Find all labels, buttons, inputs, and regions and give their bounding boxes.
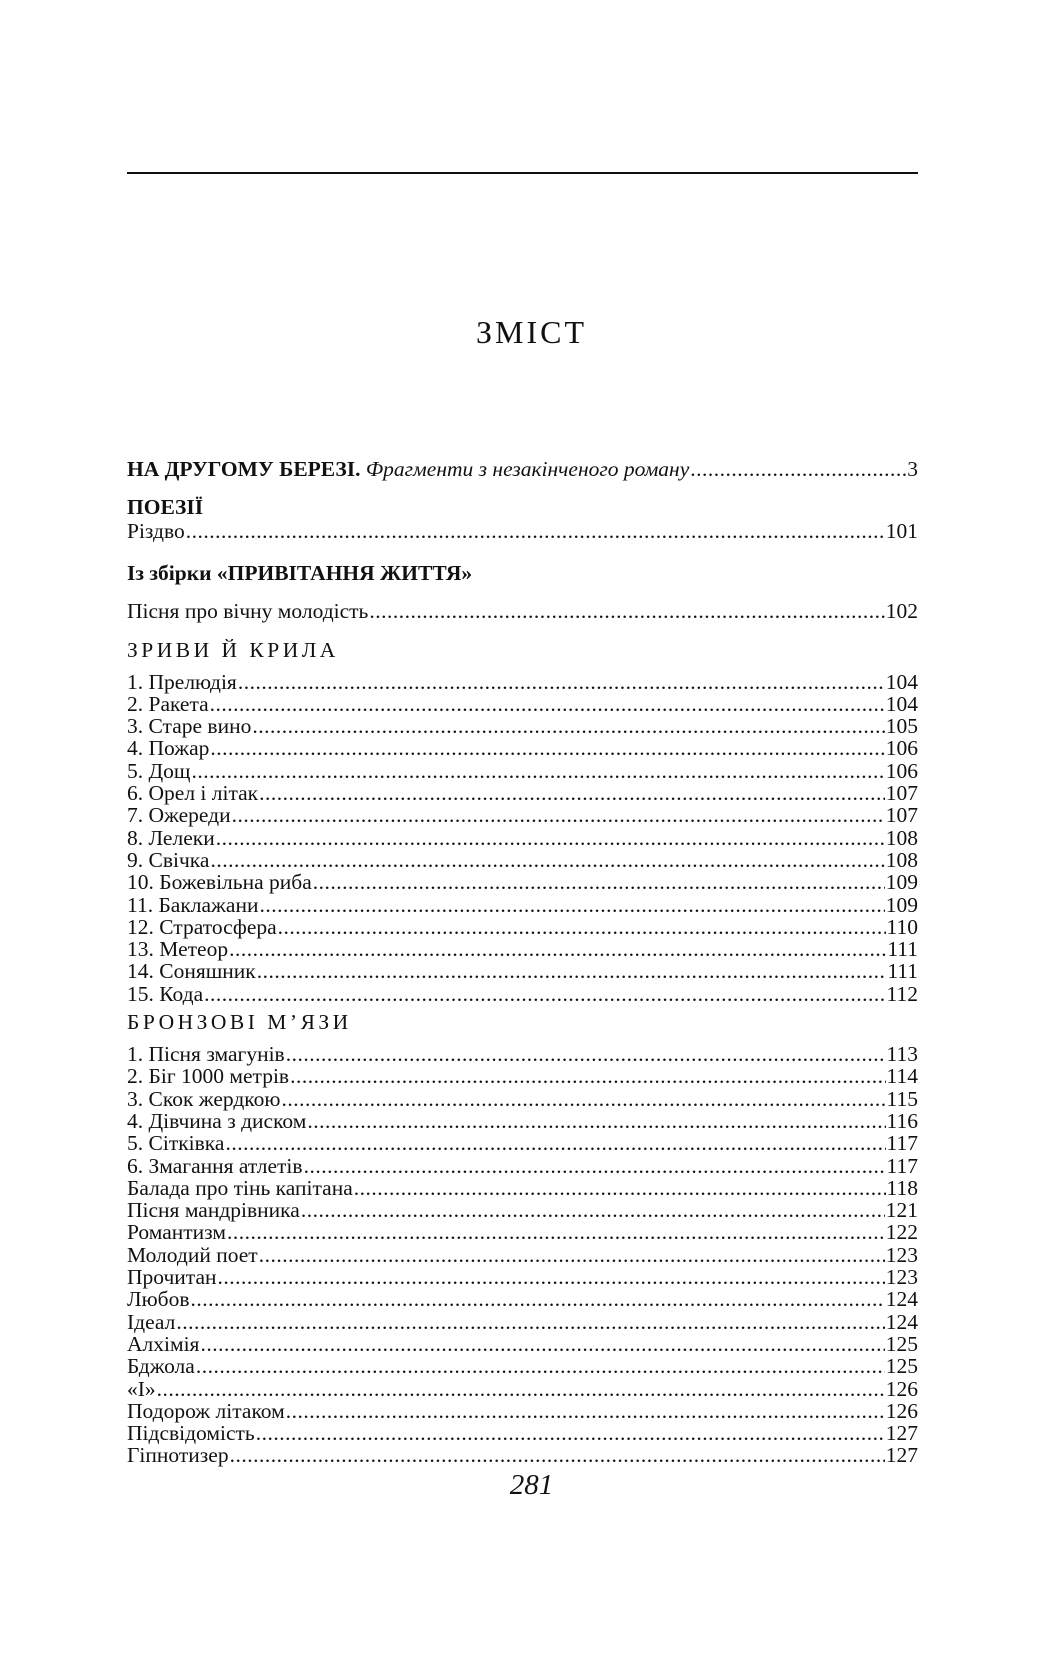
toc-entry[interactable]: [127, 1355, 918, 1377]
dot-leader: [204, 983, 885, 1005]
dot-leader: [354, 1177, 886, 1199]
toc-entry-page: 124: [885, 1309, 918, 1334]
dot-leader: [186, 520, 885, 542]
toc-entry-label: Алхімія: [127, 1331, 200, 1356]
main-entry-subtitle: Фрагменти з незакінченого роману: [365, 457, 690, 481]
toc-entry-label: 14. Соняшник: [127, 959, 256, 984]
toc-entry-page: 121: [885, 1198, 918, 1223]
dot-leader: [196, 1355, 885, 1377]
toc-entry-page: 117: [886, 1153, 918, 1178]
toc-entry-label: 15. Кода: [127, 981, 204, 1006]
toc-entry-label: 8. Лелеки: [127, 825, 215, 850]
toc-entry-label: 6. Змагання атлетів: [127, 1153, 303, 1178]
dot-leader: [190, 1288, 884, 1310]
toc-entry-page: 109: [885, 892, 918, 917]
toc-entry-page: 127: [885, 1443, 918, 1468]
toc-entry-page: 127: [885, 1421, 918, 1446]
dot-leader: [200, 1333, 884, 1355]
toc-entry-label: 2. Біг 1000 метрів: [127, 1064, 290, 1089]
toc-entry[interactable]: [127, 1088, 918, 1110]
toc-entry-page: 126: [885, 1376, 918, 1401]
toc-entry-page: 107: [885, 803, 918, 828]
dot-leader: [286, 1400, 885, 1422]
toc-entry-label: 1. Прелюдія: [127, 669, 237, 694]
toc-entry-label: 13. Метеор: [127, 937, 229, 962]
toc-entry-label: 3. Скок жердкою: [127, 1086, 281, 1111]
page-number: 281: [509, 1469, 554, 1501]
dot-leader: [301, 1199, 885, 1221]
toc-entry-label: 9. Свічка: [127, 847, 210, 872]
toc-entry[interactable]: [127, 520, 918, 542]
dot-leader: [216, 827, 885, 849]
toc-entry-page: 118: [886, 1175, 918, 1200]
dot-leader: [157, 1378, 885, 1400]
section-poezii-list: [127, 520, 918, 542]
toc-entry[interactable]: [127, 1266, 918, 1288]
toc-entry[interactable]: [127, 1333, 918, 1355]
toc-entry-label: Прочитан: [127, 1265, 217, 1290]
toc-entry-page: 106: [885, 736, 918, 761]
dot-leader: [230, 1444, 885, 1466]
section-heading-pryvitannia: [127, 560, 918, 586]
toc-entry[interactable]: [127, 1065, 918, 1087]
toc-entry[interactable]: [127, 1043, 918, 1065]
toc-entry-label: 7. Ожереди: [127, 803, 231, 828]
dot-leader: [313, 871, 885, 893]
toc-entry[interactable]: [127, 849, 918, 871]
dot-leader: [210, 693, 885, 715]
toc-entry[interactable]: [127, 1177, 918, 1199]
toc-entry[interactable]: [127, 1244, 918, 1266]
section-pryvitannia-list: [127, 600, 918, 622]
toc-entry-label: 1. Пісня змагунів: [127, 1042, 285, 1067]
toc-entry-label: 5. Сітківка: [127, 1131, 225, 1156]
toc-entry-page: 117: [886, 1131, 918, 1156]
toc-entry[interactable]: [127, 894, 918, 916]
dot-leader: [286, 1043, 886, 1065]
toc-entry[interactable]: [127, 938, 918, 960]
toc-entry-label: 2. Ракета: [127, 691, 209, 716]
toc-entry-page: 108: [885, 825, 918, 850]
toc-entry[interactable]: [127, 983, 918, 1005]
toc-entry-label: Романтизм: [127, 1220, 226, 1245]
toc-entry-page: 106: [885, 758, 918, 783]
toc-entry[interactable]: [127, 693, 918, 715]
toc-entry[interactable]: [127, 804, 918, 826]
toc-entry[interactable]: [127, 1221, 918, 1243]
toc-entry-label: Пісня мандрівника: [127, 1198, 300, 1223]
dot-leader: [278, 916, 886, 938]
toc-entry-label: 5. Дощ: [127, 758, 191, 783]
dot-leader: [225, 1132, 885, 1154]
toc-entry-label: Ідеал: [127, 1309, 176, 1334]
toc-entry-page: 109: [885, 870, 918, 895]
page-title: ЗМІСТ: [475, 314, 588, 350]
dot-leader: [210, 849, 884, 871]
dot-leader: [259, 894, 884, 916]
dot-leader: [232, 804, 885, 826]
toc-entry-page: 101: [885, 519, 918, 543]
dot-leader: [210, 737, 884, 759]
toc-entry[interactable]: [127, 671, 918, 693]
toc-entry-label: Подорож літаком: [127, 1398, 285, 1423]
toc-entry-label: 12. Стратосфера: [127, 914, 277, 939]
toc-entry-page: 123: [885, 1265, 918, 1290]
toc-entry-page: 3: [907, 457, 918, 481]
toc-entry-page: 126: [885, 1398, 918, 1423]
toc-entry-page: 113: [886, 1042, 918, 1067]
toc-entry[interactable]: [127, 600, 918, 622]
toc-entry-page: 111: [887, 959, 918, 984]
toc-entry-label: Балада про тінь капітана: [127, 1175, 353, 1200]
toc-entry[interactable]: [127, 1110, 918, 1132]
toc-entry-page: 125: [885, 1331, 918, 1356]
dot-leader: [252, 715, 884, 737]
toc-entry-page: 114: [886, 1064, 918, 1089]
dot-leader: [690, 454, 906, 484]
dot-leader: [281, 1088, 885, 1110]
dot-leader: [257, 960, 887, 982]
toc-entry-page: 125: [885, 1354, 918, 1379]
toc-entry-label: Різдво: [127, 519, 185, 543]
toc-entry[interactable]: [127, 1422, 918, 1444]
toc-entry-page: 115: [886, 1086, 918, 1111]
toc-entry-label: 10. Божевільна риба: [127, 870, 312, 895]
toc-entry[interactable]: [127, 1311, 918, 1333]
toc-entry[interactable]: [127, 960, 918, 982]
toc-entry[interactable]: [127, 1444, 918, 1466]
toc-entry[interactable]: [127, 827, 918, 849]
dot-leader: [227, 1221, 885, 1243]
dot-leader: [176, 1311, 884, 1333]
section-heading-zryvy: ЗРИВИ Й КРИЛА: [127, 637, 339, 662]
toc-entry[interactable]: [127, 1132, 918, 1154]
toc-entry[interactable]: [127, 782, 918, 804]
toc-entry[interactable]: [127, 760, 918, 782]
dot-leader: [307, 1110, 885, 1132]
toc-entry-page: 110: [886, 914, 918, 939]
dot-leader: [238, 671, 885, 693]
toc-entry-page: 112: [886, 981, 918, 1006]
section-heading-bronzovi: БРОНЗОВІ М’ЯЗИ: [127, 1010, 352, 1035]
toc-entry[interactable]: [127, 1155, 918, 1177]
toc-entry-page: 111: [887, 937, 918, 962]
toc-entry-page: 108: [885, 847, 918, 872]
top-rule: [127, 172, 918, 174]
toc-entry-label: Гіпнотизер: [127, 1443, 229, 1468]
toc-entry[interactable]: [127, 1199, 918, 1221]
toc-entry-page: 105: [885, 714, 918, 739]
toc-entry-label: 6. Орел і літак: [127, 781, 259, 806]
toc-entry-label: Підсвідомість: [127, 1421, 255, 1446]
section-heading-poezii: ПОЕЗІЇ: [127, 495, 204, 519]
dot-leader: [218, 1266, 885, 1288]
dot-leader: [290, 1065, 885, 1087]
dot-leader: [191, 760, 884, 782]
dot-leader: [229, 938, 886, 960]
toc-entry-main[interactable]: [127, 454, 918, 484]
toc-entry-page: 104: [885, 691, 918, 716]
toc-entry-page: 124: [885, 1287, 918, 1312]
toc-entry[interactable]: [127, 1400, 918, 1422]
toc-entry-page: 123: [885, 1242, 918, 1267]
toc-entry[interactable]: [127, 737, 918, 759]
toc-entry[interactable]: [127, 715, 918, 737]
toc-entry-label: 4. Дівчина з диском: [127, 1108, 307, 1133]
toc-entry[interactable]: [127, 1378, 918, 1400]
toc-entry-label: «І»: [127, 1376, 156, 1401]
main-entry-title: НА ДРУГОМУ БЕРЕЗІ.: [127, 457, 361, 481]
dot-leader: [259, 1244, 885, 1266]
section-bronzovi-list: [127, 1043, 918, 1467]
toc-entry-page: 104: [885, 669, 918, 694]
toc-entry[interactable]: [127, 916, 918, 938]
toc-entry-page: 116: [886, 1108, 918, 1133]
section-heading-collection: «ПРИВІТАННЯ ЖИТТЯ»: [216, 561, 473, 586]
dot-leader: [369, 600, 884, 622]
section-zryvy-list: [127, 671, 918, 1005]
toc-entry-label: 4. Пожар: [127, 736, 210, 761]
toc-entry-label: Пісня про вічну молодість: [127, 599, 369, 624]
toc-entry[interactable]: [127, 871, 918, 893]
toc-entry-label: 3. Старе вино: [127, 714, 252, 739]
toc-entry-page: 107: [885, 781, 918, 806]
toc-entry-label: [127, 454, 689, 484]
toc-entry-label: Любов: [127, 1287, 190, 1312]
toc-entry-label: Молодий поет: [127, 1242, 258, 1267]
toc-entry-label: Бджола: [127, 1354, 195, 1379]
toc-entry-page: 102: [885, 599, 918, 624]
dot-leader: [259, 782, 885, 804]
toc-entry[interactable]: [127, 1288, 918, 1310]
dot-leader: [256, 1422, 885, 1444]
section-heading-prefix: Із збірки: [127, 561, 212, 586]
toc-entry-page: 122: [885, 1220, 918, 1245]
dot-leader: [304, 1155, 886, 1177]
toc-entry-label: 11. Баклажани: [127, 892, 259, 917]
table-of-contents: [127, 454, 918, 1467]
